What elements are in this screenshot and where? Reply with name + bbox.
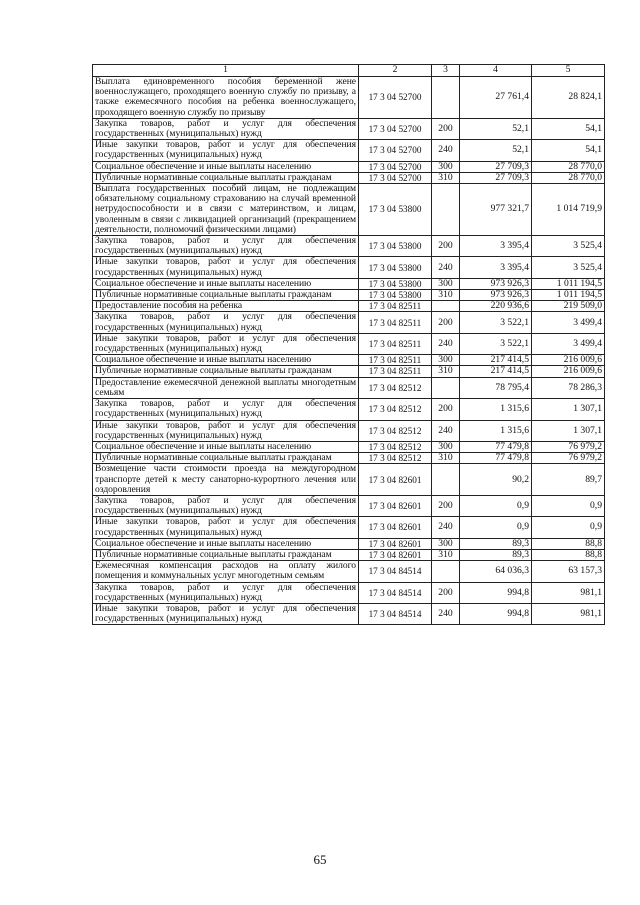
cell-target-code: 17 3 04 52700 — [359, 118, 432, 139]
cell-amount-col-5: 1 014 719,9 — [532, 184, 605, 236]
cell-name: Публичные нормативные социальные выплаты гражданам — [93, 549, 359, 560]
cell-target-code: 17 3 04 53800 — [359, 236, 432, 257]
cell-expense-type — [432, 301, 460, 312]
cell-target-code: 17 3 04 52700 — [359, 161, 432, 172]
cell-name: Иные закупки товаров, работ и услуг для обеспечения государственных (муниципальных) нужд — [93, 140, 359, 161]
cell-amount-col-4: 89,3 — [460, 549, 532, 560]
table-row — [93, 161, 605, 172]
cell-target-code: 17 3 04 82512 — [359, 399, 432, 420]
cell-amount-col-5: 88,8 — [532, 549, 605, 560]
cell-name: Публичные нормативные социальные выплаты гражданам — [93, 172, 359, 183]
cell-target-code: 17 3 04 82601 — [359, 464, 432, 496]
cell-expense-type: 200 — [432, 312, 460, 333]
cell-target-code: 17 3 04 52700 — [359, 77, 432, 119]
cell-name: Закупка товаров, работ и услуг для обеспечения государственных (муниципальных) нужд — [93, 236, 359, 257]
cell-amount-col-4: 217 414,5 — [460, 366, 532, 377]
table-row — [93, 236, 605, 257]
table-row — [93, 77, 605, 119]
cell-amount-col-5: 981,1 — [532, 582, 605, 603]
cell-amount-col-4: 3 395,4 — [460, 236, 532, 257]
cell-amount-col-5: 28 770,0 — [532, 172, 605, 183]
header-col-4: 4 — [460, 65, 532, 77]
table-row — [93, 366, 605, 377]
cell-target-code: 17 3 04 84514 — [359, 561, 432, 582]
table-row — [93, 301, 605, 312]
cell-amount-col-4: 3 522,1 — [460, 312, 532, 333]
cell-expense-type: 200 — [432, 118, 460, 139]
table-row — [93, 172, 605, 183]
cell-amount-col-4: 90,2 — [460, 464, 532, 496]
cell-amount-col-4: 89,3 — [460, 538, 532, 549]
cell-name: Публичные нормативные социальные выплаты гражданам — [93, 366, 359, 377]
cell-expense-type: 240 — [432, 603, 460, 624]
cell-target-code: 17 3 04 82601 — [359, 549, 432, 560]
cell-amount-col-4: 977 321,7 — [460, 184, 532, 236]
cell-amount-col-4: 27 761,4 — [460, 77, 532, 119]
table-row — [93, 603, 605, 624]
table-row — [93, 495, 605, 516]
cell-name: Социальное обеспечение и иные выплаты населению — [93, 538, 359, 549]
cell-expense-type: 310 — [432, 172, 460, 183]
table-row — [93, 312, 605, 333]
cell-amount-col-5: 89,7 — [532, 464, 605, 496]
table-row — [93, 140, 605, 161]
cell-target-code: 17 3 04 82511 — [359, 301, 432, 312]
table-row — [93, 399, 605, 420]
cell-name: Ежемесячная компенсация расходов на оплату жилого помещения и коммунальных услуг многодетным семьям — [93, 561, 359, 582]
cell-amount-col-4: 3 395,4 — [460, 257, 532, 278]
cell-target-code: 17 3 04 82601 — [359, 495, 432, 516]
header-col-2: 2 — [359, 65, 432, 77]
cell-expense-type: 240 — [432, 333, 460, 354]
cell-amount-col-5: 63 157,3 — [532, 561, 605, 582]
cell-amount-col-4: 77 479,8 — [460, 441, 532, 452]
table-row — [93, 290, 605, 301]
cell-amount-col-4: 52,1 — [460, 118, 532, 139]
cell-amount-col-5: 28 770,0 — [532, 161, 605, 172]
cell-amount-col-4: 0,9 — [460, 517, 532, 538]
page-number: 65 — [313, 852, 327, 867]
cell-expense-type — [432, 184, 460, 236]
cell-target-code: 17 3 04 53800 — [359, 278, 432, 289]
cell-name: Предоставление ежемесячной денежной выплаты многодетным семьям — [93, 377, 359, 398]
table-row — [93, 517, 605, 538]
cell-target-code: 17 3 04 82601 — [359, 517, 432, 538]
table-row — [93, 441, 605, 452]
cell-amount-col-4: 27 709,3 — [460, 161, 532, 172]
cell-target-code: 17 3 04 52700 — [359, 140, 432, 161]
cell-name: Выплата государственных пособий лицам, не подлежащим обязательному социальному страхованию на случай временной нетрудоспособности и в связи с материнством, и лицам, уволенным в связи с ликвидацией организаций (прекращением деятельности, полномочий физическими лицами) — [93, 184, 359, 236]
cell-amount-col-5: 88,8 — [532, 538, 605, 549]
cell-amount-col-4: 3 522,1 — [460, 333, 532, 354]
table-row — [93, 538, 605, 549]
table-row — [93, 453, 605, 464]
cell-amount-col-5: 1 307,1 — [532, 420, 605, 441]
cell-name: Закупка товаров, работ и услуг для обеспечения государственных (муниципальных) нужд — [93, 118, 359, 139]
cell-name: Публичные нормативные социальные выплаты гражданам — [93, 453, 359, 464]
cell-expense-type: 200 — [432, 495, 460, 516]
cell-target-code: 17 3 04 82511 — [359, 312, 432, 333]
cell-name: Закупка товаров, работ и услуг для обеспечения государственных (муниципальных) нужд — [93, 399, 359, 420]
cell-name: Закупка товаров, работ и услуг для обеспечения государственных (муниципальных) нужд — [93, 312, 359, 333]
cell-amount-col-5: 0,9 — [532, 517, 605, 538]
cell-expense-type: 300 — [432, 278, 460, 289]
cell-amount-col-5: 1 307,1 — [532, 399, 605, 420]
cell-name: Социальное обеспечение и иные выплаты населению — [93, 278, 359, 289]
cell-target-code: 17 3 04 52700 — [359, 172, 432, 183]
cell-name: Иные закупки товаров, работ и услуг для обеспечения государственных (муниципальных) нужд — [93, 333, 359, 354]
header-col-3: 3 — [432, 65, 460, 77]
cell-amount-col-4: 994,8 — [460, 603, 532, 624]
cell-target-code: 17 3 04 82512 — [359, 453, 432, 464]
cell-amount-col-5: 1 011 194,5 — [532, 290, 605, 301]
cell-expense-type: 200 — [432, 582, 460, 603]
cell-target-code: 17 3 04 82512 — [359, 420, 432, 441]
table-row — [93, 582, 605, 603]
cell-amount-col-5: 76 979,2 — [532, 441, 605, 452]
cell-amount-col-5: 3 499,4 — [532, 312, 605, 333]
cell-expense-type: 300 — [432, 538, 460, 549]
cell-expense-type: 310 — [432, 290, 460, 301]
cell-target-code: 17 3 04 82601 — [359, 538, 432, 549]
cell-target-code: 17 3 04 82512 — [359, 441, 432, 452]
cell-name: Закупка товаров, работ и услуг для обеспечения государственных (муниципальных) нужд — [93, 495, 359, 516]
cell-amount-col-4: 973 926,3 — [460, 278, 532, 289]
table-row — [93, 333, 605, 354]
cell-expense-type: 200 — [432, 236, 460, 257]
cell-expense-type: 240 — [432, 517, 460, 538]
cell-amount-col-4: 52,1 — [460, 140, 532, 161]
cell-expense-type: 300 — [432, 355, 460, 366]
table-row — [93, 464, 605, 496]
cell-amount-col-5: 54,1 — [532, 140, 605, 161]
cell-target-code: 17 3 04 82511 — [359, 355, 432, 366]
table-body — [93, 77, 605, 625]
cell-target-code: 17 3 04 82511 — [359, 366, 432, 377]
cell-expense-type — [432, 464, 460, 496]
cell-amount-col-4: 220 936,6 — [460, 301, 532, 312]
cell-expense-type: 300 — [432, 161, 460, 172]
cell-amount-col-5: 981,1 — [532, 603, 605, 624]
cell-amount-col-5: 216 009,6 — [532, 366, 605, 377]
table-row — [93, 278, 605, 289]
cell-amount-col-5: 3 525,4 — [532, 257, 605, 278]
cell-name: Иные закупки товаров, работ и услуг для обеспечения государственных (муниципальных) нужд — [93, 517, 359, 538]
header-col-1: 1 — [93, 65, 359, 77]
cell-expense-type: 300 — [432, 441, 460, 452]
cell-amount-col-4: 1 315,6 — [460, 420, 532, 441]
cell-name: Иные закупки товаров, работ и услуг для обеспечения государственных (муниципальных) нужд — [93, 603, 359, 624]
cell-name: Социальное обеспечение и иные выплаты населению — [93, 161, 359, 172]
cell-amount-col-4: 64 036,3 — [460, 561, 532, 582]
cell-expense-type: 240 — [432, 420, 460, 441]
header-col-5: 5 — [532, 65, 605, 77]
cell-target-code: 17 3 04 84514 — [359, 582, 432, 603]
table-row — [93, 420, 605, 441]
cell-amount-col-5: 78 286,3 — [532, 377, 605, 398]
cell-amount-col-4: 78 795,4 — [460, 377, 532, 398]
cell-expense-type — [432, 77, 460, 119]
cell-target-code: 17 3 04 53800 — [359, 257, 432, 278]
cell-amount-col-5: 54,1 — [532, 118, 605, 139]
cell-amount-col-5: 3 499,4 — [532, 333, 605, 354]
budget-table — [92, 64, 605, 625]
table-row — [93, 355, 605, 366]
cell-amount-col-4: 1 315,6 — [460, 399, 532, 420]
cell-amount-col-5: 219 509,0 — [532, 301, 605, 312]
cell-amount-col-5: 3 525,4 — [532, 236, 605, 257]
cell-expense-type: 310 — [432, 549, 460, 560]
cell-name: Иные закупки товаров, работ и услуг для обеспечения государственных (муниципальных) нужд — [93, 420, 359, 441]
table-row — [93, 257, 605, 278]
table-row — [93, 549, 605, 560]
cell-name: Закупка товаров, работ и услуг для обеспечения государственных (муниципальных) нужд — [93, 582, 359, 603]
cell-name: Социальное обеспечение и иные выплаты населению — [93, 355, 359, 366]
table-row — [93, 118, 605, 139]
cell-name: Публичные нормативные социальные выплаты гражданам — [93, 290, 359, 301]
cell-amount-col-5: 1 011 194,5 — [532, 278, 605, 289]
cell-target-code: 17 3 04 53800 — [359, 290, 432, 301]
cell-amount-col-4: 994,8 — [460, 582, 532, 603]
cell-expense-type: 310 — [432, 453, 460, 464]
cell-expense-type: 240 — [432, 257, 460, 278]
cell-amount-col-5: 28 824,1 — [532, 77, 605, 119]
cell-name: Иные закупки товаров, работ и услуг для обеспечения государственных (муниципальных) нужд — [93, 257, 359, 278]
cell-name: Выплата единовременного пособия беременной жене военнослужащего, проходящего военную службу по призыву, а также ежемесячного пособия на ребенка военнослужащего, проходящего военную службу по призыву — [93, 77, 359, 119]
header-row — [93, 65, 605, 77]
cell-amount-col-5: 76 979,2 — [532, 453, 605, 464]
cell-amount-col-4: 27 709,3 — [460, 172, 532, 183]
cell-amount-col-4: 973 926,3 — [460, 290, 532, 301]
cell-name: Предоставление пособия на ребенка — [93, 301, 359, 312]
cell-name: Социальное обеспечение и иные выплаты населению — [93, 441, 359, 452]
table-row — [93, 561, 605, 582]
cell-amount-col-5: 0,9 — [532, 495, 605, 516]
cell-expense-type: 240 — [432, 140, 460, 161]
cell-amount-col-4: 217 414,5 — [460, 355, 532, 366]
cell-target-code: 17 3 04 82511 — [359, 333, 432, 354]
cell-target-code: 17 3 04 82512 — [359, 377, 432, 398]
cell-expense-type: 200 — [432, 399, 460, 420]
cell-amount-col-4: 77 479,8 — [460, 453, 532, 464]
cell-amount-col-4: 0,9 — [460, 495, 532, 516]
cell-expense-type — [432, 377, 460, 398]
cell-expense-type — [432, 561, 460, 582]
table-row — [93, 184, 605, 236]
cell-name: Возмещение части стоимости проезда на междугородном транспорте детей к месту санаторно-курортного лечения или оздоровления — [93, 464, 359, 496]
cell-target-code: 17 3 04 84514 — [359, 603, 432, 624]
cell-amount-col-5: 216 009,6 — [532, 355, 605, 366]
table-row — [93, 377, 605, 398]
table-header — [93, 65, 605, 77]
cell-expense-type: 310 — [432, 366, 460, 377]
cell-target-code: 17 3 04 53800 — [359, 184, 432, 236]
